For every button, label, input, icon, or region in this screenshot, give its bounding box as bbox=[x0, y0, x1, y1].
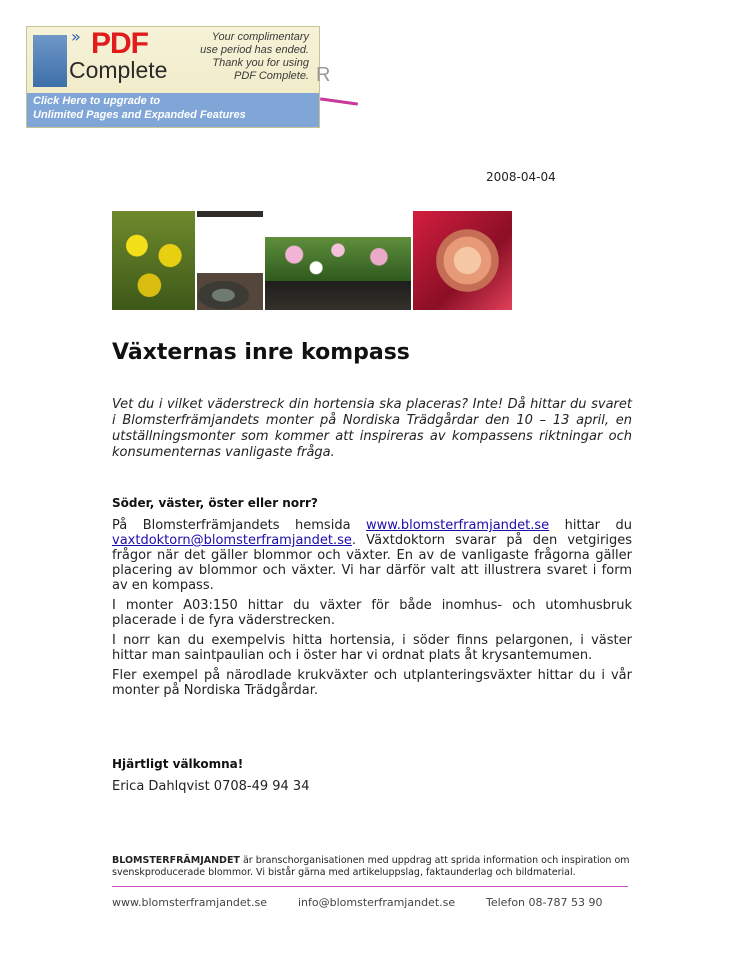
footer-email[interactable]: info@blomsterframjandet.se bbox=[298, 896, 456, 909]
paragraph-text: hittar du bbox=[549, 518, 632, 533]
photo-strip bbox=[112, 211, 512, 310]
page-title: Växternas inre kompass bbox=[112, 340, 410, 365]
body-paragraph-4: Fler exempel på närodlade krukväxter och utplanteringsväxter hittar du i vår monter på Nordiska Trädgårdar. bbox=[112, 668, 632, 698]
parachute-figure-icon bbox=[33, 35, 67, 87]
upgrade-link[interactable]: Click Here to upgrade to Unlimited Pages and Expanded Features bbox=[27, 93, 319, 128]
greeting: Hjärtligt välkomna! bbox=[112, 757, 244, 771]
contact-line: Erica Dahlqvist 0708-49 94 34 bbox=[112, 779, 310, 794]
footer-org-name: BLOMSTERFRÄMJANDET bbox=[112, 855, 240, 866]
body-paragraph-2: I monter A03:150 hittar du växter för både inomhus- och utomhusbruk placerade i de fyra väderstrecken. bbox=[112, 598, 632, 628]
partial-logo-letter: R bbox=[316, 64, 331, 86]
plant-leaves-photo bbox=[197, 211, 263, 310]
pdf-complete-logo bbox=[27, 27, 197, 93]
footer-phone: Telefon 08-787 53 90 bbox=[486, 896, 603, 909]
footer-divider bbox=[112, 886, 628, 887]
chevron-icon: » bbox=[71, 27, 81, 46]
footer-description bbox=[112, 855, 632, 879]
pdf-complete-banner[interactable] bbox=[26, 26, 320, 128]
body-text bbox=[112, 518, 632, 703]
footer-org-text: är branschorganisationen med uppdrag att sprida information och inspiration om svenskproducerade blommor. Vi bistår gärna med artikeluppslag, faktaunderlag och bildmaterial. bbox=[112, 855, 630, 878]
website-link[interactable]: www.blomsterframjandet.se bbox=[366, 518, 550, 533]
document-date: 2008-04-04 bbox=[486, 170, 556, 184]
rose-photo bbox=[413, 211, 512, 310]
footer-website[interactable]: www.blomsterframjandet.se bbox=[112, 896, 267, 909]
logo-complete-text: Complete bbox=[69, 57, 168, 83]
yellow-flowers-photo bbox=[112, 211, 195, 310]
body-paragraph-1 bbox=[112, 518, 632, 593]
body-paragraph-3: I norr kan du exempelvis hitta hortensia, i söder finns pelargonen, i väster hittar man saintpaulian och i öster har vi ordnat plats åt krysantemumen. bbox=[112, 633, 632, 663]
trial-notice: Your complimentary use period has ended. Thank you for using PDF Complete. bbox=[200, 31, 309, 82]
footer-contacts bbox=[112, 896, 602, 909]
email-link[interactable]: vaxtdoktorn@blomsterframjandet.se bbox=[112, 533, 352, 548]
logo-swoosh bbox=[320, 97, 358, 105]
paragraph-text: . Växtdoktorn svarar på den vetgiriges frågor när det gäller blommor och växter. En av de vanligaste frågorna gäller placering av blommor och växter. Vi har därför valt att illustrera svaret i form av en kompass. bbox=[112, 533, 632, 593]
paragraph-text: På Blomsterfrämjandets hemsida bbox=[112, 518, 367, 533]
logo-pdf-text: PDF bbox=[91, 27, 148, 60]
window-box-photo bbox=[265, 211, 411, 310]
section-heading: Söder, väster, öster eller norr? bbox=[112, 496, 318, 510]
lead-paragraph: Vet du i vilket väderstreck din hortensia ska placeras? Inte! Då hittar du svaret i Blomsterfrämjandets monter på Nordiska Trädgårdar den 10 – 13 april, en utställningsmonter som kommer att inspireras av kompassens riktningar och konsumenternas vanligaste fråga. bbox=[112, 397, 632, 460]
